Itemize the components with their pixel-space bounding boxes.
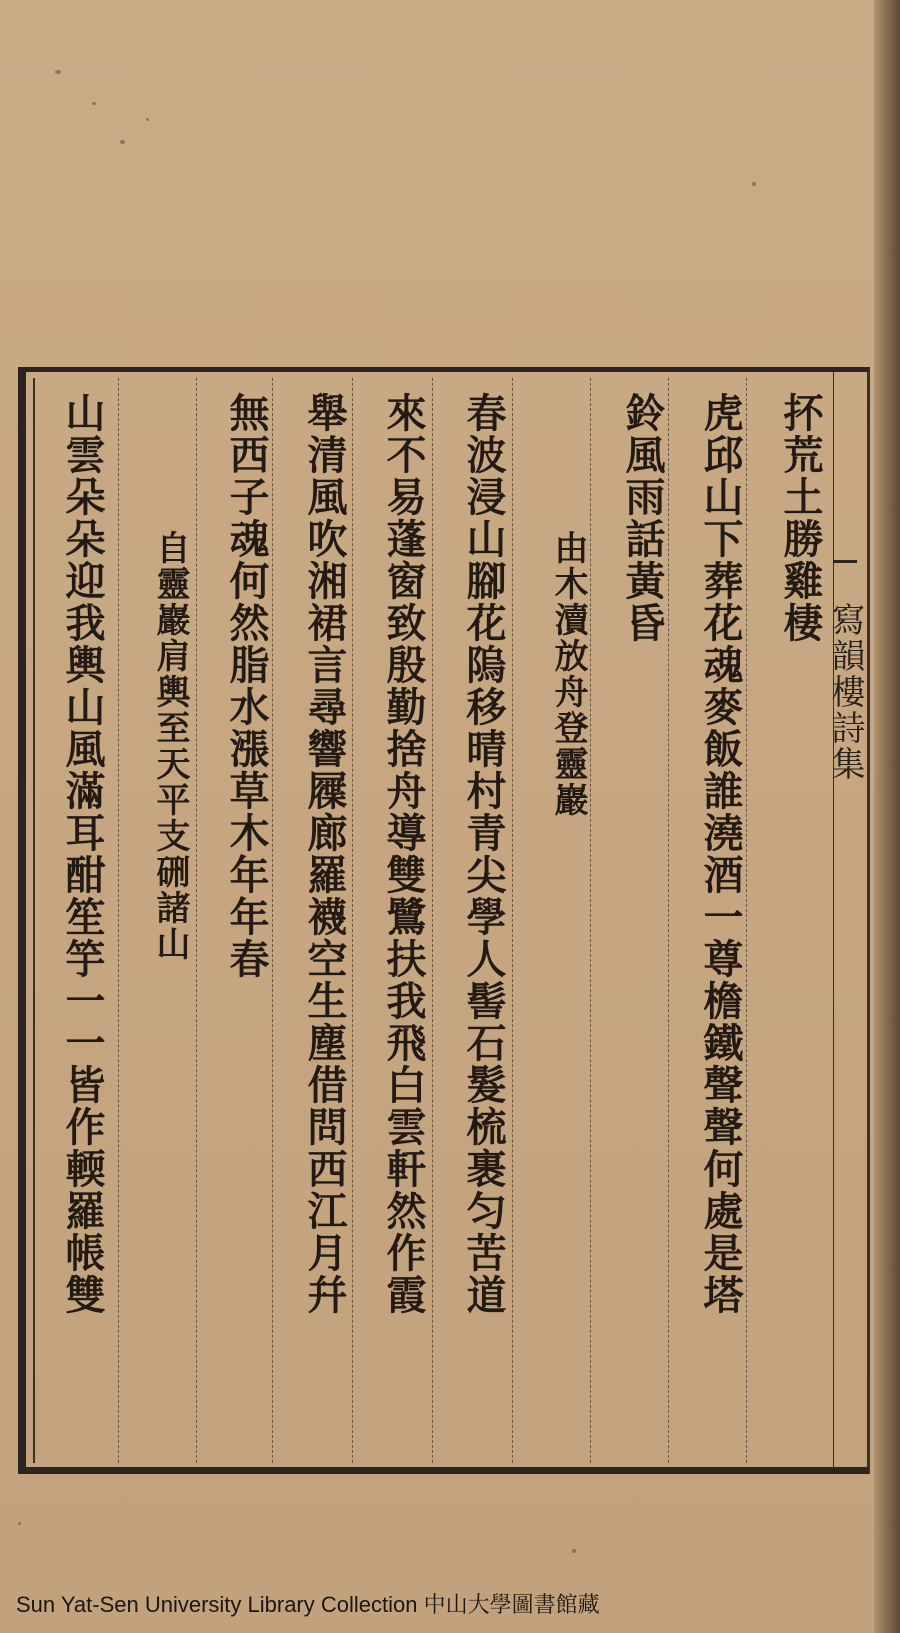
text-column: 抔荒土勝雞棲: [777, 392, 824, 644]
text-column: 鈴風雨話黃昏: [619, 392, 666, 644]
poem-title: 自靈巖肩輿至天平支硎諸山: [150, 530, 190, 962]
text-column: 來不易蓬窗致殷勤捨舟導雙鷺扶我飛白雲軒然作霞: [380, 392, 427, 1316]
text-column: 山雲朵朵迎我輿山風滿耳酣笙竽一一皆作輭羅帳雙: [59, 392, 106, 1316]
frame-inner-line: [33, 378, 35, 1463]
ink-speck: [752, 182, 756, 186]
ink-speck: [92, 102, 96, 105]
text-column: 無西子魂何然脂水漲草木年年春: [223, 392, 270, 980]
ink-speck: [55, 70, 61, 74]
fishtail-mark: [833, 560, 857, 593]
text-column: 舉清風吹湘裙言尋響屧廊羅襪空生塵借問西江月幷: [301, 392, 348, 1316]
ink-speck: [120, 140, 125, 144]
text-column: 虎邱山下葬花魂麥飯誰澆酒一尊檐鐵聲聲何處是塔: [697, 392, 744, 1316]
collection-caption: Sun Yat-Sen University Library Collection 中山大學圖書館藏: [16, 1592, 600, 1617]
page-edge: [874, 0, 900, 1633]
margin-band: [825, 372, 865, 1469]
margin-title: 寫韻樓詩集: [825, 602, 865, 782]
column-rule: [118, 378, 119, 1463]
text-column: 春波浸山腳花隖移晴村青尖學人髻石髮梳裹匀苦道: [460, 392, 507, 1316]
ink-speck: [18, 1522, 21, 1525]
ink-speck: [572, 1549, 576, 1553]
poem-title: 由木瀆放舟登靈巖: [548, 530, 588, 818]
ink-speck: [146, 118, 149, 121]
